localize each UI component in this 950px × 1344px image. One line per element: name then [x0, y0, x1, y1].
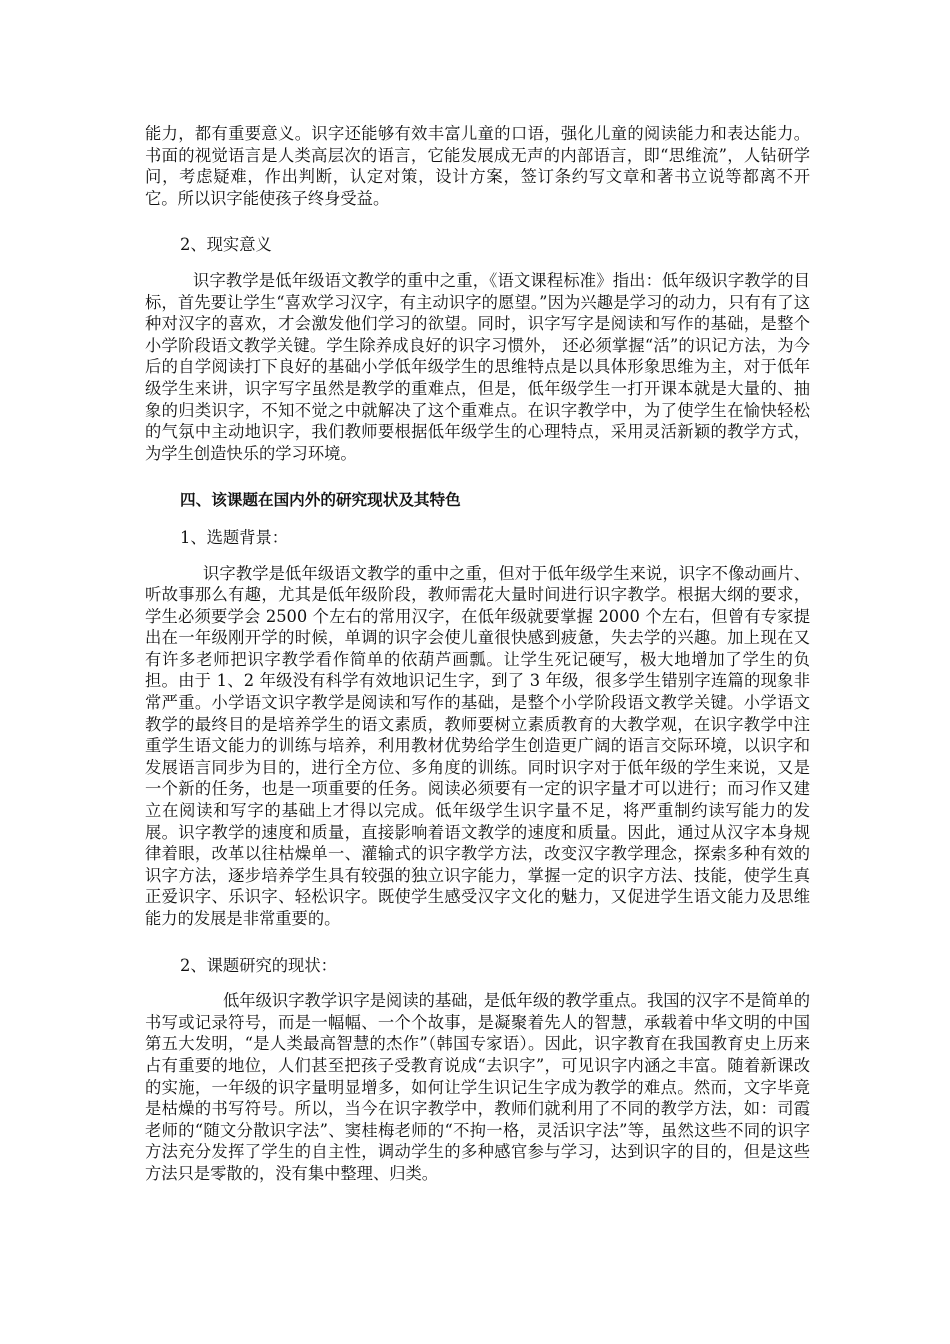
- subheading-topic-background: 1、选题背景：: [180, 527, 289, 547]
- paragraph-intro: 能力，都有重要意义。识字还能够有效丰富儿童的口语，强化儿童的阅读能力和表达能力。书面的视觉语言是人类高层次的语言，它能发展成无声的内部语言，即“思维流”，人钻研学问，考虑疑难，作出判断，认定对策，设计方案，签订条约写文章和著书立说等都离不开它。所以识字能使孩子终身受益。: [145, 124, 810, 208]
- paragraph-research-status: 低年级识字教学识字是阅读的基础，是低年级的教学重点。我国的汉字不是简单的书写或记录符号，而是一幅幅、一个个故事，是凝聚着先人的智慧，承载着中华文明的中国第五大发明，“是人类最高智慧的杰作”（韩国专家语）。因此，识字教育在我国教育史上历来占有重要的地位，人们甚至把孩子受教育说成“去识字”，可见识字内涵之丰富。随着新课改的实施，一年级的识字量明显增多，如何让学生识记生字成为教学的难点。然而，文字毕竟是枯燥的书写符号。所以，当今在识字教学中，教师们就利用了不同的教学方法，如：司霞老师的“随文分散识字法”、窦桂梅老师的“不拘一格，灵活识字法”等，虽然这些不同的识字方法充分发挥了学生的自主性，调动学生的多种感官参与学习，达到识字的目的，但是这些方法只是零散的，没有集中整理、归类。: [145, 991, 810, 1183]
- paragraph-topic-background: 识字教学是低年级语文教学的重中之重，但对于低年级学生来说，识字不像动画片、听故事那么有趣，尤其是低年级阶段，教师需花大量时间进行识字教学。根据大纲的要求，学生必须要学会 2500 个左右的常用汉字，在低年级就要掌握 2000 个左右，但曾有专家提出在一年级刚开学的时候，单调的识字会使儿童很快感到疲惫，失去学的兴趣。加上现在又有许多老师把识字教学看作简单的依葫芦画瓢。让学生死记硬写，极大地增加了学生的负担。由于 1、2 年级没有科学有效地识记生字，到了 3 年级，很多学生错别字连篇的现象非常严重。小学语文识字教学是阅读和写作的基础，是整个小学阶段语文教学关键。小学语文教学的最终目的是培养学生的语文素质，教师要树立素质教育的大教学观，在识字教学中注重学生语文能力的训练与培养，利用教材优势给学生创造更广阔的语言交际环境，以识字和发展语言同步为目的，进行全方位、多角度的训练。同时识字对于低年级的学生来说，又是一个新的任务，也是一项重要的任务。阅读必须要有一定的识字量才可以进行；而习作又建立在阅读和写字的基础上才得以完成。低年级学生识字量不足，将严重制约读写能力的发展。识字教学的速度和质量，直接影响着语文教学的速度和质量。因此，通过从汉字本身规律着眼，改革以往枯燥单一、灌输式的识字教学方法，改变汉字教学理念，探索多种有效的识字方法，逐步培养学生具有较强的独立识字能力，掌握一定的识字方法、技能，使学生真正爱识字、乐识字、轻松识字。既使学生感受汉字文化的魅力，又促进学生语文能力及思维能力的发展是非常重要的。: [145, 563, 810, 928]
- paragraph-practical-significance: 识字教学是低年级语文教学的重中之重，《语文课程标准》指出：低年级识字教学的目标，首先要让学生“喜欢学习汉字，有主动识字的愿望。”因为兴趣是学习的动力，只有有了这种对汉字的喜欢，才会激发他们学习的欲望。同时，识字写字是阅读和写作的基础，是整个小学阶段语文教学关键。学生除养成良好的识字习惯外， 还必须掌握“活”的识记方法，为今后的自学阅读打下良好的基础小学低年级学生的思维特点是以具体形象思维为主，对于低年级学生来讲，识字写字虽然是教学的重难点，但是，低年级学生一打开课本就是大量的、抽象的归类识字，不知不觉之中就解决了这个重难点。在识字教学中，为了使学生在愉快轻松的气氛中主动地识字，我们教师要根据低年级学生的心理特点，采用灵活新颖的教学方式，为学生创造快乐的学习环境。: [145, 270, 810, 463]
- section-heading-research-status: 四、该课题在国内外的研究现状及其特色: [180, 491, 461, 510]
- subheading-practical-significance: 2、现实意义: [180, 235, 272, 255]
- subheading-research-status: 2、课题研究的现状：: [180, 955, 337, 975]
- document-page: [145, 123, 810, 1185]
